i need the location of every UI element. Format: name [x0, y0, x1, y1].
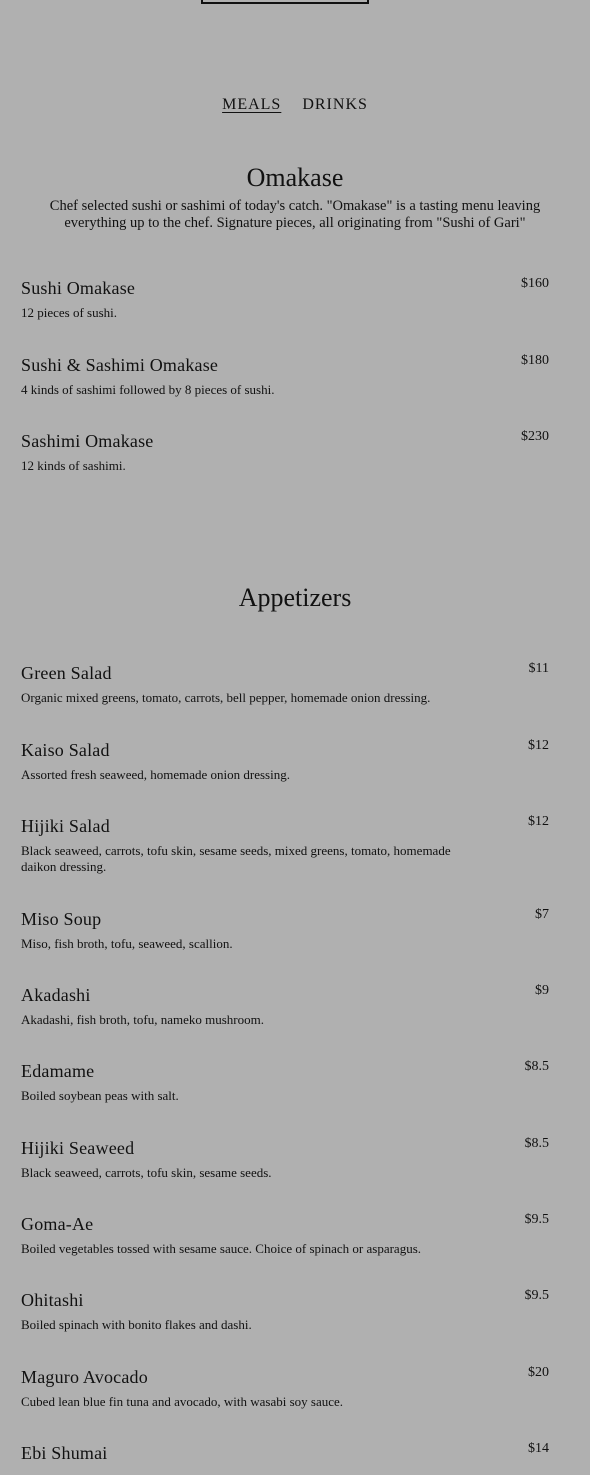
menu-item[interactable]: [21, 1137, 549, 1181]
item-name: Hijiki Seaweed: [21, 1138, 135, 1158]
omakase-section: [0, 163, 590, 232]
menu-item[interactable]: [21, 1060, 549, 1104]
item-name: Green Salad: [21, 663, 112, 683]
tab-meals[interactable]: MEALS: [222, 96, 282, 113]
appetizers-section: [0, 583, 590, 613]
menu-item[interactable]: [21, 908, 549, 952]
item-description: Organic mixed greens, tomato, carrots, bell pepper, homemade onion dressing.: [21, 690, 431, 705]
item-description: 12 pieces of sushi.: [21, 305, 118, 320]
item-price: $20: [528, 1365, 549, 1380]
menu-item[interactable]: [21, 662, 549, 706]
item-price: $12: [528, 738, 549, 753]
item-price: $160: [521, 276, 549, 291]
item-description: Miso, fish broth, tofu, seaweed, scallion.: [21, 936, 233, 951]
item-price: $8.5: [524, 1136, 549, 1151]
item-name: Sashimi Omakase: [21, 431, 154, 451]
item-name: Goma-Ae: [21, 1214, 94, 1234]
item-name: Ohitashi: [21, 1290, 84, 1310]
menu-item[interactable]: [21, 1366, 549, 1410]
item-name: Sushi Omakase: [21, 278, 136, 298]
item-price: $9.5: [524, 1212, 549, 1227]
tab-drinks[interactable]: DRINKS: [302, 96, 368, 113]
menu-item[interactable]: [21, 430, 549, 474]
item-description: Cubed lean blue fin tuna and avocado, with wasabi soy sauce.: [21, 1394, 344, 1409]
section-title-appetizers: Appetizers: [238, 583, 352, 612]
menu-item[interactable]: [21, 984, 549, 1028]
item-price: $8.5: [524, 1059, 549, 1074]
item-price: $7: [535, 907, 549, 922]
menu-tabs: [0, 96, 590, 114]
top-button-outline[interactable]: [201, 0, 369, 4]
item-name: Akadashi: [21, 985, 91, 1005]
item-name: Miso Soup: [21, 909, 102, 929]
item-description: Black seaweed, carrots, tofu skin, sesame seeds, mixed greens, tomato, homemade daikon dressing.: [21, 843, 451, 874]
item-name: Sushi & Sashimi Omakase: [21, 355, 219, 375]
item-description: Boiled soybean peas with salt.: [21, 1088, 179, 1103]
item-price: $11: [528, 661, 549, 676]
menu-item[interactable]: [21, 1213, 549, 1257]
item-description: 4 kinds of sashimi followed by 8 pieces of sushi.: [21, 382, 275, 397]
menu-item[interactable]: [21, 815, 549, 875]
item-price: $9.5: [524, 1288, 549, 1303]
item-description: 12 kinds of sashimi.: [21, 458, 126, 473]
item-price: $14: [528, 1441, 549, 1456]
item-name: Hijiki Salad: [21, 816, 110, 836]
item-price: $180: [521, 353, 549, 368]
item-description: Assorted fresh seaweed, homemade onion dressing.: [21, 767, 290, 782]
item-name: Edamame: [21, 1061, 95, 1081]
item-name: Kaiso Salad: [21, 740, 110, 760]
item-description: Boiled vegetables tossed with sesame sauce. Choice of spinach or asparagus.: [21, 1241, 421, 1256]
item-price: $9: [535, 983, 549, 998]
item-price: $12: [528, 814, 549, 829]
section-description-omakase: Chef selected sushi or sashimi of today's catch. "Omakase" is a tasting menu leaving everything up to the chef. Signature pieces, all originating from "Sushi of Gari": [49, 198, 541, 231]
menu-item[interactable]: [21, 739, 549, 783]
item-description: Akadashi, fish broth, tofu, nameko mushroom.: [21, 1012, 264, 1027]
menu-item[interactable]: [21, 354, 549, 398]
item-price: $230: [521, 429, 549, 444]
section-title-omakase: Omakase: [246, 163, 344, 192]
menu-item[interactable]: [21, 1442, 549, 1470]
item-name: Maguro Avocado: [21, 1367, 148, 1387]
item-name: Ebi Shumai: [21, 1443, 108, 1463]
menu-item[interactable]: [21, 277, 549, 321]
item-description: Boiled spinach with bonito flakes and dashi.: [21, 1317, 252, 1332]
item-description: Black seaweed, carrots, tofu skin, sesame seeds.: [21, 1165, 272, 1180]
menu-item[interactable]: [21, 1289, 549, 1333]
